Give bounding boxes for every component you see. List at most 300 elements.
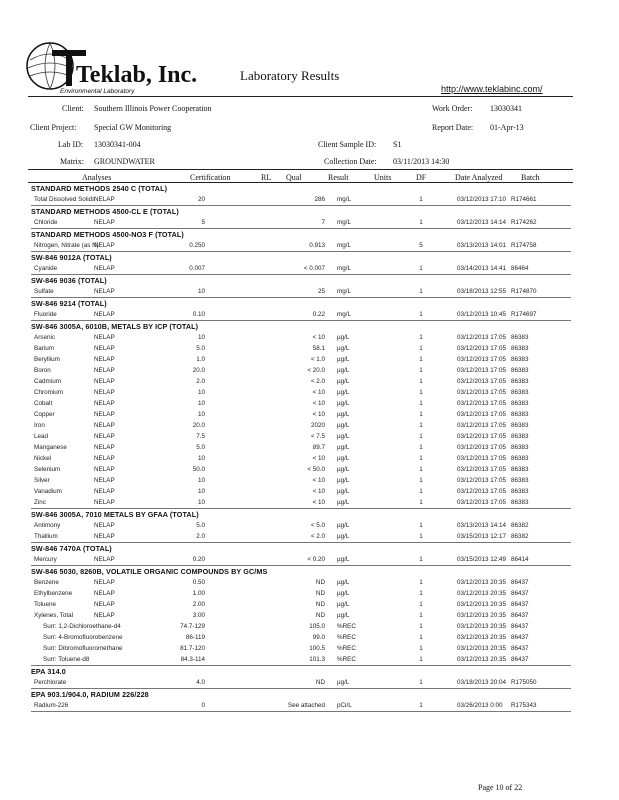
section-header bbox=[31, 321, 571, 333]
cell-analyte: Barium bbox=[34, 345, 54, 352]
cell-date-analyzed: 03/13/2013 14:14 bbox=[457, 522, 507, 529]
section-header bbox=[31, 666, 571, 678]
cell-certification: NELAP bbox=[94, 367, 115, 374]
cell-rl: 10 bbox=[197, 334, 205, 341]
cell-rl: 84.3-114 bbox=[151, 654, 211, 666]
col-date: Date Analyzed bbox=[455, 173, 503, 182]
cell-batch: 86383 bbox=[511, 433, 529, 440]
table-row bbox=[31, 409, 571, 420]
cell-rl: 81.7-120 bbox=[180, 645, 205, 652]
cell-batch: 86437 bbox=[511, 601, 529, 608]
cell-result: ND bbox=[315, 579, 325, 586]
cell-analyte: Antimony bbox=[34, 522, 61, 529]
cell-result: ND bbox=[315, 590, 325, 597]
cell-rl: 5 bbox=[151, 217, 211, 229]
cell-batch: R174262 bbox=[511, 217, 571, 229]
project-value: Special GW Monitoring bbox=[94, 123, 172, 132]
project-label: Client Project: bbox=[30, 123, 77, 132]
cell-rl: 10 bbox=[197, 455, 205, 462]
cell-date-analyzed: 03/12/2013 17:05 bbox=[457, 411, 507, 418]
table-row bbox=[31, 588, 571, 599]
cell-certification: NELAP bbox=[91, 240, 151, 252]
cell-batch: 86437 bbox=[511, 612, 529, 619]
cell-batch: 86437 bbox=[511, 590, 529, 597]
cell-analyte: Cyanide bbox=[31, 263, 91, 275]
cell-qual bbox=[211, 286, 271, 298]
section-header bbox=[31, 566, 571, 578]
col-units: Units bbox=[374, 173, 392, 182]
cell-analyte: Nickel bbox=[34, 455, 52, 462]
section-title: STANDARD METHODS 4500-CL E (TOTAL) bbox=[31, 207, 179, 216]
cell-qual bbox=[211, 497, 271, 509]
report-date-label: Report Date: bbox=[432, 123, 474, 132]
table-row bbox=[31, 520, 571, 531]
cell-certification: NELAP bbox=[91, 217, 151, 229]
cell-date-analyzed: 03/12/2013 17:05 bbox=[457, 422, 507, 429]
cell-date-analyzed: 03/12/2013 17:05 bbox=[457, 444, 507, 451]
cell-certification: NELAP bbox=[94, 612, 115, 619]
cell-analyte: Surr: 4-Bromofluorobenzene bbox=[43, 634, 123, 641]
cell-analyte: Iron bbox=[34, 422, 45, 429]
cell-batch: 86383 bbox=[511, 477, 529, 484]
cell-batch: 86437 bbox=[511, 634, 529, 641]
table-row bbox=[31, 486, 571, 497]
cell-df: 1 bbox=[419, 356, 423, 363]
collection-label: Collection Date: bbox=[324, 157, 377, 166]
cell-analyte: Radium-226 bbox=[31, 700, 91, 712]
cell-analyte: Surr: Toluene-d8 bbox=[31, 654, 91, 666]
cell-df: 1 bbox=[419, 455, 423, 462]
cell-analyte: Copper bbox=[34, 411, 55, 418]
cell-date-analyzed: 03/12/2013 20:35 bbox=[451, 654, 511, 666]
cell-certification: NELAP bbox=[94, 334, 115, 341]
cell-result: < 5.0 bbox=[310, 522, 325, 529]
table-row bbox=[31, 398, 571, 409]
table-row bbox=[31, 354, 571, 365]
table-row bbox=[31, 632, 571, 643]
cell-analyte: Silver bbox=[34, 477, 50, 484]
cell-qual bbox=[211, 442, 271, 453]
cell-units: µg/L bbox=[337, 378, 350, 385]
cell-df: 1 bbox=[419, 623, 423, 630]
section-title: STANDARD METHODS 4500-NO3 F (TOTAL) bbox=[31, 230, 184, 239]
cell-df: 1 bbox=[419, 466, 423, 473]
cell-result: 105.0 bbox=[309, 623, 325, 630]
cell-batch: R175050 bbox=[511, 677, 571, 689]
cell-result: ND bbox=[315, 601, 325, 608]
section-title: STANDARD METHODS 2540 C (TOTAL) bbox=[31, 184, 168, 193]
cell-units: µg/L bbox=[337, 612, 350, 619]
matrix-label: Matrix: bbox=[60, 157, 84, 166]
cell-analyte: Benzene bbox=[34, 579, 59, 586]
cell-rl: 5.0 bbox=[196, 444, 205, 451]
cell-certification: NELAP bbox=[91, 531, 151, 543]
cell-certification: NELAP bbox=[91, 286, 151, 298]
cell-analyte: Arsenic bbox=[34, 334, 55, 341]
table-row bbox=[31, 531, 571, 543]
collection-value: 03/11/2013 14:30 bbox=[393, 157, 450, 166]
section-header bbox=[31, 509, 571, 521]
cell-analyte: Lead bbox=[34, 433, 49, 440]
cell-units: µg/L bbox=[337, 590, 350, 597]
cell-qual bbox=[211, 240, 271, 252]
cell-certification: NELAP bbox=[94, 433, 115, 440]
cell-qual bbox=[211, 621, 271, 632]
cell-rl: 50.0 bbox=[192, 466, 205, 473]
table-row bbox=[31, 376, 571, 387]
cell-units: %REC bbox=[337, 634, 356, 641]
cell-qual bbox=[211, 420, 271, 431]
table-row bbox=[31, 263, 571, 275]
cell-df: 1 bbox=[419, 601, 423, 608]
table-row bbox=[31, 700, 571, 712]
cell-units: mg/L bbox=[331, 240, 391, 252]
table-row bbox=[31, 554, 571, 566]
client-value: Southern Illinois Power Cooperation bbox=[94, 104, 212, 113]
cell-rl: 2.0 bbox=[151, 531, 211, 543]
cell-certification: NELAP bbox=[91, 194, 151, 206]
lab-id-value: 13030341-004 bbox=[94, 140, 141, 149]
section-header bbox=[31, 252, 571, 264]
cell-date-analyzed: 03/12/2013 17:05 bbox=[457, 378, 507, 385]
cell-analyte: Chromium bbox=[34, 389, 64, 396]
cell-batch: 86383 bbox=[511, 411, 529, 418]
cell-result: < 10 bbox=[271, 497, 331, 509]
cell-qual bbox=[211, 409, 271, 420]
cell-certification: NELAP bbox=[94, 444, 115, 451]
cell-result: 100.5 bbox=[309, 645, 325, 652]
cell-date-analyzed: 03/12/2013 14:14 bbox=[451, 217, 511, 229]
table-row bbox=[31, 332, 571, 343]
cell-df: 1 bbox=[391, 677, 451, 689]
table-row bbox=[31, 464, 571, 475]
cell-df: 1 bbox=[419, 422, 423, 429]
cell-result: < 10 bbox=[312, 488, 325, 495]
cell-date-analyzed: 03/12/2013 17:10 bbox=[451, 194, 511, 206]
cell-result: ND bbox=[315, 612, 325, 619]
cell-df: 1 bbox=[419, 612, 423, 619]
cell-batch: 86383 bbox=[511, 334, 529, 341]
cell-certification: NELAP bbox=[91, 263, 151, 275]
cell-df: 1 bbox=[419, 378, 423, 385]
cell-date-analyzed: 03/12/2013 20:35 bbox=[457, 645, 507, 652]
cell-rl: 1.00 bbox=[192, 590, 205, 597]
cell-qual bbox=[211, 577, 271, 588]
section-header bbox=[31, 543, 571, 555]
cell-rl: 0.50 bbox=[192, 579, 205, 586]
table-row bbox=[31, 442, 571, 453]
cell-rl: 20 bbox=[151, 194, 211, 206]
cell-qual bbox=[211, 343, 271, 354]
cell-df: 1 bbox=[391, 700, 451, 712]
cell-analyte: Mercury bbox=[31, 554, 91, 566]
cell-batch: R174870 bbox=[511, 286, 571, 298]
cell-rl: 2.0 bbox=[196, 378, 205, 385]
cell-result: < 10 bbox=[312, 334, 325, 341]
page-number: Page 10 of 22 bbox=[478, 783, 523, 792]
cell-units: mg/L bbox=[331, 286, 391, 298]
cell-result: 286 bbox=[271, 194, 331, 206]
cell-date-analyzed: 03/15/2013 12:49 bbox=[451, 554, 511, 566]
teklab-logo bbox=[22, 38, 198, 98]
cell-batch: R175343 bbox=[511, 700, 571, 712]
cell-date-analyzed: 03/12/2013 17:05 bbox=[457, 433, 507, 440]
cell-batch: 86383 bbox=[511, 400, 529, 407]
cell-df: 1 bbox=[419, 411, 423, 418]
cell-result: < 7.5 bbox=[310, 433, 325, 440]
cell-date-analyzed: 03/12/2013 10:45 bbox=[451, 309, 511, 321]
cell-date-analyzed: 03/12/2013 17:05 bbox=[457, 488, 507, 495]
cell-batch: 86464 bbox=[511, 263, 571, 275]
cell-units: µg/L bbox=[337, 522, 350, 529]
cell-qual bbox=[211, 217, 271, 229]
matrix-value: GROUNDWATER bbox=[94, 157, 155, 166]
cell-analyte: Thallium bbox=[31, 531, 91, 543]
cell-qual bbox=[211, 387, 271, 398]
cell-rl: 0.10 bbox=[151, 309, 211, 321]
cell-df: 1 bbox=[419, 645, 423, 652]
cell-df: 1 bbox=[391, 654, 451, 666]
cell-result: < 10 bbox=[312, 455, 325, 462]
cell-rl: 1.0 bbox=[196, 356, 205, 363]
section-title: SW-846 5030, 8260B, VOLATILE ORGANIC COMPOUNDS BY GC/MS bbox=[31, 567, 268, 576]
cell-rl: 10 bbox=[197, 411, 205, 418]
cell-result: < 10 bbox=[312, 389, 325, 396]
cell-units: µg/L bbox=[337, 345, 350, 352]
cell-qual bbox=[211, 354, 271, 365]
cell-units: µg/L bbox=[337, 433, 350, 440]
cell-batch: 86382 bbox=[511, 522, 529, 529]
company-tagline: Environmental Laboratory bbox=[60, 88, 135, 95]
section-header bbox=[31, 298, 571, 310]
cell-units: µg/L bbox=[337, 389, 350, 396]
table-row bbox=[31, 621, 571, 632]
cell-qual bbox=[211, 309, 271, 321]
cell-result: 99.0 bbox=[312, 634, 325, 641]
section-header bbox=[31, 275, 571, 287]
cell-units: µg/L bbox=[337, 367, 350, 374]
cell-rl: 4.0 bbox=[151, 677, 211, 689]
cell-result: < 0.007 bbox=[271, 263, 331, 275]
cell-date-analyzed: 03/12/2013 17:05 bbox=[451, 497, 511, 509]
cell-qual bbox=[211, 486, 271, 497]
cell-units: µg/L bbox=[337, 488, 350, 495]
cell-qual bbox=[211, 365, 271, 376]
cell-df: 1 bbox=[419, 522, 423, 529]
cell-rl: 5.0 bbox=[196, 345, 205, 352]
col-result: Result bbox=[328, 173, 349, 182]
cell-qual bbox=[211, 588, 271, 599]
sample-id-value: S1 bbox=[393, 140, 402, 149]
cell-df: 1 bbox=[419, 389, 423, 396]
cell-certification: NELAP bbox=[94, 601, 115, 608]
cell-batch: 86437 bbox=[511, 654, 571, 666]
cell-units: µg/L bbox=[337, 444, 350, 451]
cell-certification: NELAP bbox=[94, 488, 115, 495]
cell-analyte: Total Dissolved Solids bbox=[31, 194, 91, 206]
cell-batch: 86383 bbox=[511, 367, 529, 374]
cell-rl: 10 bbox=[197, 400, 205, 407]
cell-qual bbox=[211, 332, 271, 343]
cell-qual bbox=[211, 431, 271, 442]
cell-analyte: Chloride bbox=[31, 217, 91, 229]
table-row bbox=[31, 431, 571, 442]
cell-batch: 86383 bbox=[511, 356, 529, 363]
table-row bbox=[31, 497, 571, 509]
table-row bbox=[31, 577, 571, 588]
cell-rl: 10 bbox=[197, 389, 205, 396]
cell-date-analyzed: 03/12/2013 17:05 bbox=[457, 455, 507, 462]
cell-rl: 3.00 bbox=[192, 612, 205, 619]
cell-result: 0.22 bbox=[271, 309, 331, 321]
cell-df: 1 bbox=[419, 367, 423, 374]
cell-result: < 10 bbox=[312, 411, 325, 418]
col-rl: RL bbox=[261, 173, 272, 182]
cell-batch: R174697 bbox=[511, 309, 571, 321]
cell-units: µg/L bbox=[337, 356, 350, 363]
cell-date-analyzed: 03/14/2013 14:41 bbox=[451, 263, 511, 275]
cell-date-analyzed: 03/18/2013 12:55 bbox=[451, 286, 511, 298]
col-certification: Certification bbox=[190, 173, 231, 182]
cell-date-analyzed: 03/12/2013 20:35 bbox=[457, 623, 507, 630]
cell-rl: 10 bbox=[151, 286, 211, 298]
cell-date-analyzed: 03/26/2013 0:00 bbox=[451, 700, 511, 712]
cell-df: 1 bbox=[391, 263, 451, 275]
cell-rl: 74.7-129 bbox=[180, 623, 205, 630]
website-link[interactable]: http://www.teklabinc.com/ bbox=[441, 84, 543, 94]
cell-certification: NELAP bbox=[94, 378, 115, 385]
col-analyses: Analyses bbox=[82, 173, 112, 182]
cell-units: µg/L bbox=[337, 411, 350, 418]
section-title: SW-846 9036 (TOTAL) bbox=[31, 276, 107, 285]
cell-rl: 20.0 bbox=[192, 367, 205, 374]
cell-qual bbox=[211, 654, 271, 666]
cell-df: 1 bbox=[419, 345, 423, 352]
table-row bbox=[31, 286, 571, 298]
cell-result: < 2.0 bbox=[271, 531, 331, 543]
cell-batch: 86383 bbox=[511, 488, 529, 495]
cell-date-analyzed: 03/15/2013 12:17 bbox=[451, 531, 511, 543]
table-row bbox=[31, 643, 571, 654]
section-title: EPA 314.0 bbox=[31, 667, 66, 676]
cell-units: µg/L bbox=[337, 334, 350, 341]
cell-date-analyzed: 03/12/2013 17:05 bbox=[457, 400, 507, 407]
cell-rl: 20.0 bbox=[192, 422, 205, 429]
cell-rl: 2.00 bbox=[192, 601, 205, 608]
table-row bbox=[31, 309, 571, 321]
section-title: SW-846 7470A (TOTAL) bbox=[31, 544, 112, 553]
cell-certification: NELAP bbox=[94, 400, 115, 407]
cell-analyte: Manganese bbox=[34, 444, 67, 451]
cell-result: 2020 bbox=[310, 422, 325, 429]
cell-units: µg/L bbox=[337, 579, 350, 586]
cell-units: %REC bbox=[331, 654, 391, 666]
cell-date-analyzed: 03/12/2013 20:35 bbox=[457, 612, 507, 619]
cell-qual bbox=[211, 398, 271, 409]
table-row bbox=[31, 599, 571, 610]
cell-units: mg/L bbox=[331, 309, 391, 321]
cell-certification: NELAP bbox=[91, 497, 151, 509]
cell-df: 1 bbox=[419, 433, 423, 440]
cell-units: µg/L bbox=[337, 422, 350, 429]
cell-df: 1 bbox=[391, 286, 451, 298]
cell-certification: NELAP bbox=[91, 309, 151, 321]
cell-rl: 86-119 bbox=[185, 634, 205, 641]
cell-units: µg/L bbox=[337, 455, 350, 462]
sample-id-label: Client Sample ID: bbox=[318, 140, 377, 149]
cell-batch: 86437 bbox=[511, 579, 529, 586]
cell-rl: 5.0 bbox=[196, 522, 205, 529]
cell-certification bbox=[91, 677, 151, 689]
cell-analyte: Toluene bbox=[34, 601, 57, 608]
lab-id-label: Lab ID: bbox=[58, 140, 84, 149]
cell-certification: NELAP bbox=[94, 422, 115, 429]
section-title: EPA 903.1/904.0, RADIUM 226/228 bbox=[31, 690, 149, 699]
cell-units: %REC bbox=[337, 645, 356, 652]
table-row bbox=[31, 217, 571, 229]
table-row bbox=[31, 343, 571, 354]
work-order-value: 13030341 bbox=[490, 104, 522, 113]
page-title: Laboratory Results bbox=[240, 68, 340, 83]
cell-analyte: Ethylbenzene bbox=[34, 590, 73, 597]
cell-df: 1 bbox=[419, 634, 423, 641]
cell-result: 89.7 bbox=[312, 444, 325, 451]
cell-units: mg/L bbox=[331, 263, 391, 275]
cell-qual bbox=[211, 263, 271, 275]
table-row bbox=[31, 610, 571, 621]
table-row bbox=[31, 240, 571, 252]
cell-analyte: Perchlorate bbox=[31, 677, 91, 689]
cell-batch: R174661 bbox=[511, 194, 571, 206]
cell-certification: NELAP bbox=[94, 466, 115, 473]
cell-analyte: Cobalt bbox=[34, 400, 53, 407]
cell-rl: 10 bbox=[197, 477, 205, 484]
cell-analyte: Nitrogen, Nitrate (as N) bbox=[31, 240, 91, 252]
cell-batch: R174758 bbox=[511, 240, 571, 252]
cell-df: 1 bbox=[391, 554, 451, 566]
cell-result: < 20.0 bbox=[307, 367, 325, 374]
cell-certification bbox=[91, 700, 151, 712]
cell-rl: 10 bbox=[197, 488, 205, 495]
cell-batch: 86383 bbox=[511, 422, 529, 429]
cell-df: 1 bbox=[391, 194, 451, 206]
cell-batch: 86383 bbox=[511, 378, 529, 385]
cell-qual bbox=[211, 376, 271, 387]
cell-result: < 10 bbox=[312, 400, 325, 407]
cell-analyte: Cadmium bbox=[34, 378, 61, 385]
section-title: SW-846 9012A (TOTAL) bbox=[31, 253, 112, 262]
cell-units: µg/L bbox=[331, 497, 391, 509]
cell-df: 1 bbox=[419, 590, 423, 597]
section-title: SW-846 9214 (TOTAL) bbox=[31, 299, 107, 308]
cell-units: µg/L bbox=[337, 601, 350, 608]
cell-analyte: Fluoride bbox=[31, 309, 91, 321]
cell-qual bbox=[211, 554, 271, 566]
table-row bbox=[31, 194, 571, 206]
col-batch: Batch bbox=[521, 173, 540, 182]
cell-qual bbox=[211, 475, 271, 486]
table-row bbox=[31, 420, 571, 431]
cell-result: < 2.0 bbox=[310, 378, 325, 385]
company-name: Teklab, Inc. bbox=[76, 62, 198, 88]
cell-result: < 0.20 bbox=[271, 554, 331, 566]
cell-result: 0.913 bbox=[271, 240, 331, 252]
cell-batch: 86383 bbox=[511, 455, 529, 462]
section-header bbox=[31, 183, 571, 194]
cell-units: mg/L bbox=[331, 194, 391, 206]
cell-result: 101.3 bbox=[271, 654, 331, 666]
cell-date-analyzed: 03/12/2013 20:35 bbox=[457, 579, 507, 586]
